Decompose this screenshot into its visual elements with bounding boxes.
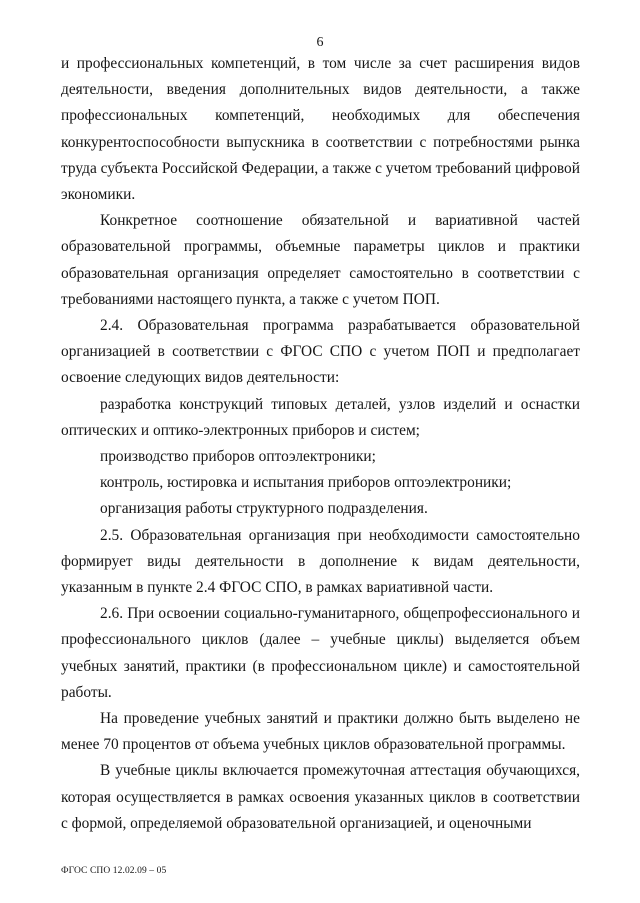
paragraph-continuation: и профессиональных компетенций, в том числе за счет расширения видов деятельности, введения дополнительных видов деятельности, а также профессиональных компетенций, необходимых для обеспечения конкурентоспособности выпускника в соответствии с потребностями рынка труда субъекта Российской Федерации, а также с учетом требований цифровой экономики. [61, 55, 580, 204]
document-footer: ФГОС СПО 12.02.09 – 05 [61, 866, 167, 876]
list-item-activity: организация работы структурного подразделения. [100, 500, 428, 518]
list-item-activity: разработка конструкций типовых деталей, узлов изделий и оснастки оптических и оптико-электронных приборов и систем; [61, 395, 580, 439]
paragraph-clause-2-6: 2.6. При освоении социально-гуманитарного, общепрофессионального и профессионального циклов (далее – учебные циклы) выделяется объем учебных занятий, практики (в профессиональном цикле) и самостоятельной работы. [61, 605, 580, 701]
list-item-activity: производство приборов оптоэлектроники; [100, 448, 376, 466]
page-number: 6 [316, 35, 324, 50]
paragraph-clause-2-4: 2.4. Образовательная программа разрабатывается образовательной организацией в соответствии с ФГОС СПО с учетом ПОП и предполагает освоение следующих видов деятельности: [61, 317, 580, 387]
paragraph: В учебные циклы включается промежуточная аттестация обучающихся, которая осуществляется в рамках освоения указанных циклов в соответствии с формой, определяемой образовательной организацией, и оценочными [61, 762, 580, 832]
document-body [61, 51, 580, 837]
paragraph-clause-2-5: 2.5. Образовательная организация при необходимости самостоятельно формирует виды деятельности в дополнение к видам деятельности, указанным в пункте 2.4 ФГОС СПО, в рамках вариативной части. [61, 526, 580, 597]
paragraph: На проведение учебных занятий и практики должно быть выделено не менее 70 процентов от объема учебных циклов образовательной программы. [61, 710, 580, 754]
paragraph: Конкретное соотношение обязательной и вариативной частей образовательной программы, объемные параметры циклов и практики образовательная организация определяет самостоятельно в соответствии с требованиями настоящего пункта, а также с учетом ПОП. [61, 212, 580, 308]
list-item-activity: контроль, юстировка и испытания приборов оптоэлектроники; [100, 474, 512, 492]
